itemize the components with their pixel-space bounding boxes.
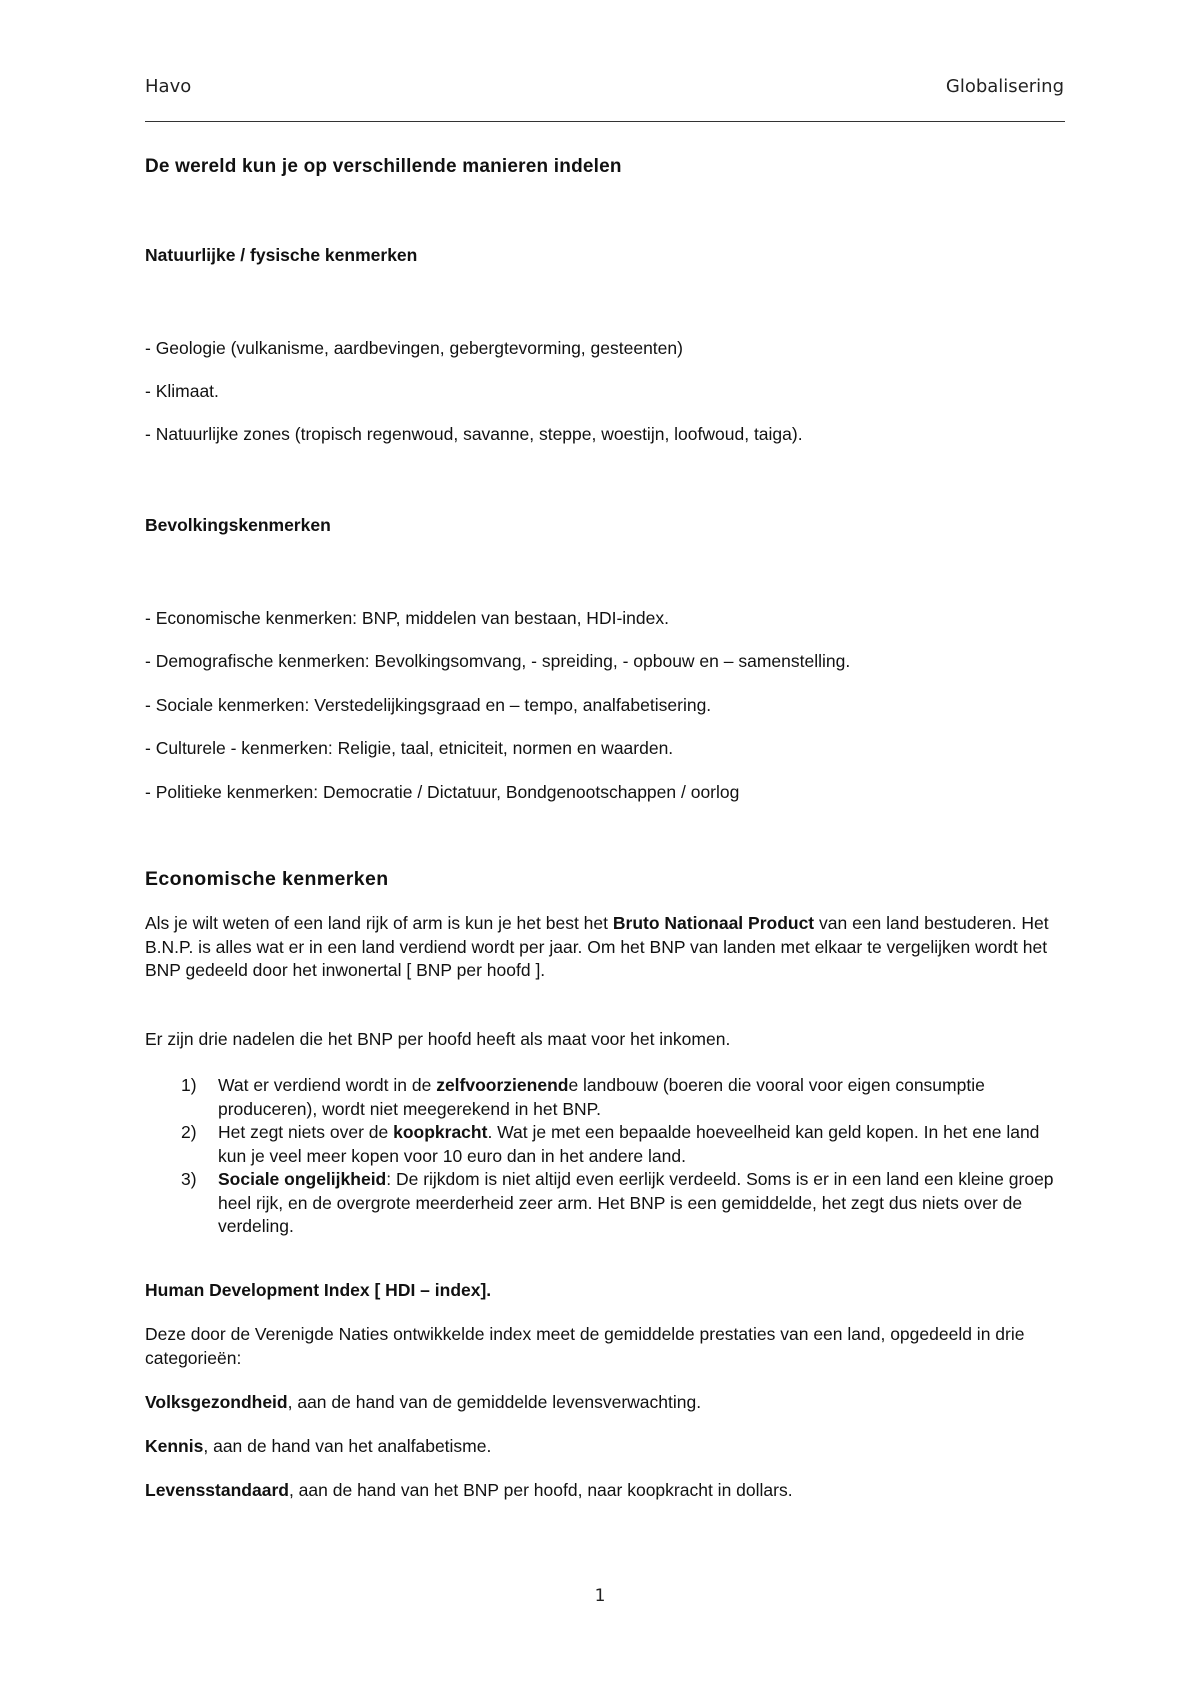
page-title: De wereld kun je op verschillende manieren indelen xyxy=(145,156,622,177)
header-course-level: Havo xyxy=(145,76,192,97)
drawbacks-intro: Er zijn drie nadelen die het BNP per hoofd heeft als maat voor het inkomen. xyxy=(145,1029,731,1049)
hdi-category-label: Levensstandaard xyxy=(145,1480,289,1500)
population-heading: Bevolkingskenmerken xyxy=(145,515,331,535)
natural-heading: Natuurlijke / fysische kenmerken xyxy=(145,245,418,265)
drawback-term: zelfvoorzienend xyxy=(436,1075,569,1095)
economic-paragraph-start: Als je wilt weten of een land rijk of arm is kun je het best het xyxy=(145,913,613,933)
population-item-4: - Culturele - kenmerken: Religie, taal, etniciteit, normen en waarden. xyxy=(145,738,674,758)
drawback-number: 2) xyxy=(181,1122,197,1142)
economic-heading: Economische kenmerken xyxy=(145,868,389,890)
hdi-category-health: Volksgezondheid, aan de hand van de gemiddelde levensverwachting. xyxy=(145,1392,702,1412)
gnp-term: Bruto Nationaal Product xyxy=(612,913,815,933)
population-item-3: - Sociale kenmerken: Verstedelijkingsgraad en – tempo, analfabetisering. xyxy=(145,695,712,715)
header-topic: Globalisering xyxy=(945,76,1064,97)
drawback-item: 2) Het zegt niets over de koopkracht. Wat je met een bepaalde hoeveelheid kan geld kopen. In het ene land kun je veel meer kopen voor 10 euro dan in het andere land. xyxy=(181,1122,1040,1166)
page-number: 1 xyxy=(594,1586,606,1606)
hdi-intro: Deze door de Verenigde Naties ontwikkelde index meet de gemiddelde prestaties van een land, opgedeeld in drie categorieën: xyxy=(145,1324,1025,1368)
hdi-heading: Human Development Index [ HDI – index]. xyxy=(145,1280,492,1300)
drawbacks-list xyxy=(145,1074,1065,1239)
economic-paragraph xyxy=(145,912,1065,983)
population-item-5: - Politieke kenmerken: Democratie / Dictatuur, Bondgenootschappen / oorlog xyxy=(145,782,740,802)
population-item-1: - Economische kenmerken: BNP, middelen van bestaan, HDI-index. xyxy=(145,608,669,628)
header-divider xyxy=(145,121,1065,122)
drawback-number: 1) xyxy=(181,1075,197,1095)
economic-paragraph-end: van een land bestuderen. Het B.N.P. is alles wat er in een land verdiend wordt per jaar. Om het BNP van landen met elkaar te vergelijken wordt het BNP gedeeld door het inwonertal [ BNP per hoofd ]. xyxy=(145,913,1049,980)
hdi-category-living-standard: Levensstandaard, aan de hand van het BNP per hoofd, naar koopkracht in dollars. xyxy=(145,1480,793,1500)
drawback-number: 3) xyxy=(181,1169,197,1189)
natural-item-1: - Geologie (vulkanisme, aardbevingen, gebergtevorming, gesteenten) xyxy=(145,338,683,358)
hdi-category-label: Volksgezondheid xyxy=(145,1392,288,1412)
hdi-category-knowledge: Kennis, aan de hand van het analfabetisme. xyxy=(145,1436,492,1456)
population-item-2: - Demografische kenmerken: Bevolkingsomvang, - spreiding, - opbouw en – samenstelling. xyxy=(145,651,851,671)
drawback-term: koopkracht xyxy=(393,1122,488,1142)
natural-item-2: - Klimaat. xyxy=(145,381,219,401)
drawback-term: Sociale ongelijkheid xyxy=(218,1169,387,1189)
hdi-category-label: Kennis xyxy=(145,1436,204,1456)
drawback-item: 3) Sociale ongelijkheid: De rijkdom is niet altijd even eerlijk verdeeld. Soms is er in een land een kleine groep heel rijk, en de overgrote meerderheid zeer arm. Het BNP is een gemiddelde, het zegt dus niets over de verdeling. xyxy=(181,1169,1054,1236)
natural-item-3: - Natuurlijke zones (tropisch regenwoud, savanne, steppe, woestijn, loofwoud, taiga). xyxy=(145,424,803,444)
drawback-item: 1) Wat er verdiend wordt in de zelfvoorzienende landbouw (boeren die vooral voor eigen consumptie produceren), wordt niet meegerekend in het BNP. xyxy=(181,1075,985,1119)
